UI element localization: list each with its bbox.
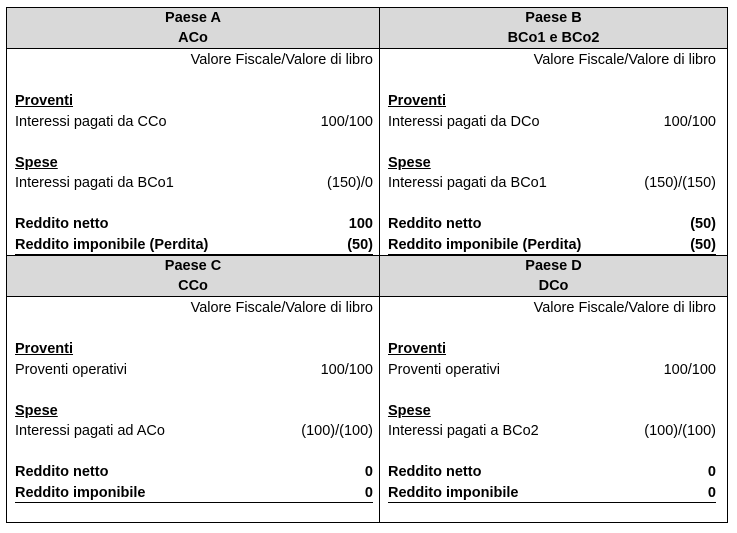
net-income-label: Reddito netto [15, 464, 109, 480]
taxable-income-label: Reddito imponibile (Perdita) [15, 237, 209, 253]
income-heading: Proventi [15, 341, 74, 357]
taxable-income-value: 0 [364, 485, 373, 501]
country-name: Paese B [525, 10, 582, 26]
column-header: Valore Fiscale/Valore di libro [533, 300, 716, 316]
expense-value: (150)/0 [327, 175, 373, 191]
panel-paese-c [7, 256, 379, 503]
panel-paese-b [380, 8, 727, 255]
expense-value: (100)/(100) [301, 423, 373, 439]
country-name: Paese D [525, 258, 582, 274]
taxable-income-label: Reddito imponibile [15, 485, 146, 501]
expense-heading: Spese [388, 155, 431, 171]
income-value: 100/100 [320, 362, 373, 378]
expense-label: Interessi pagati da BCo1 [388, 175, 547, 191]
entity-name: CCo [178, 278, 208, 294]
income-heading: Proventi [388, 341, 447, 357]
column-header: Valore Fiscale/Valore di libro [533, 52, 716, 68]
income-value: 100/100 [663, 362, 716, 378]
net-income-value: 100 [348, 216, 373, 232]
net-income-value: 0 [364, 464, 373, 480]
taxable-income-value: 0 [707, 485, 716, 501]
expense-heading: Spese [15, 155, 58, 171]
column-header: Valore Fiscale/Valore di libro [190, 300, 373, 316]
total-underline [388, 254, 716, 255]
country-name: Paese A [165, 10, 221, 26]
expense-heading: Spese [388, 403, 431, 419]
income-label: Proventi operativi [388, 362, 501, 378]
taxable-income-value: (50) [690, 237, 716, 253]
panel-header [7, 8, 379, 49]
income-label: Interessi pagati da DCo [388, 114, 540, 130]
taxable-income-label: Reddito imponibile (Perdita) [388, 237, 582, 253]
expense-value: (150)/(150) [644, 175, 716, 191]
total-underline [15, 254, 373, 255]
total-underline [15, 502, 373, 503]
taxable-income-value: (50) [347, 237, 373, 253]
net-income-value: 0 [707, 464, 716, 480]
income-value: 100/100 [320, 114, 373, 130]
panel-header [380, 256, 727, 297]
expense-label: Interessi pagati ad ACo [15, 423, 165, 439]
expense-label: Interessi pagati a BCo2 [388, 423, 539, 439]
panel-header [7, 256, 379, 297]
income-label: Interessi pagati da CCo [15, 114, 167, 130]
net-income-label: Reddito netto [388, 464, 482, 480]
panel-paese-d [380, 256, 727, 503]
net-income-value: (50) [690, 216, 716, 232]
income-heading: Proventi [388, 93, 447, 109]
expense-heading: Spese [15, 403, 58, 419]
panel-header [380, 8, 727, 49]
expense-label: Interessi pagati da BCo1 [15, 175, 174, 191]
net-income-label: Reddito netto [388, 216, 482, 232]
entity-name: ACo [178, 30, 208, 46]
income-heading: Proventi [15, 93, 74, 109]
panel-paese-a [7, 8, 379, 255]
taxable-income-label: Reddito imponibile [388, 485, 519, 501]
expense-value: (100)/(100) [644, 423, 716, 439]
total-underline [388, 502, 716, 503]
income-value: 100/100 [663, 114, 716, 130]
entity-name: DCo [538, 278, 569, 294]
column-header: Valore Fiscale/Valore di libro [190, 52, 373, 68]
entity-name: BCo1 e BCo2 [507, 30, 600, 46]
country-name: Paese C [164, 258, 222, 274]
income-label: Proventi operativi [15, 362, 128, 378]
net-income-label: Reddito netto [15, 216, 109, 232]
